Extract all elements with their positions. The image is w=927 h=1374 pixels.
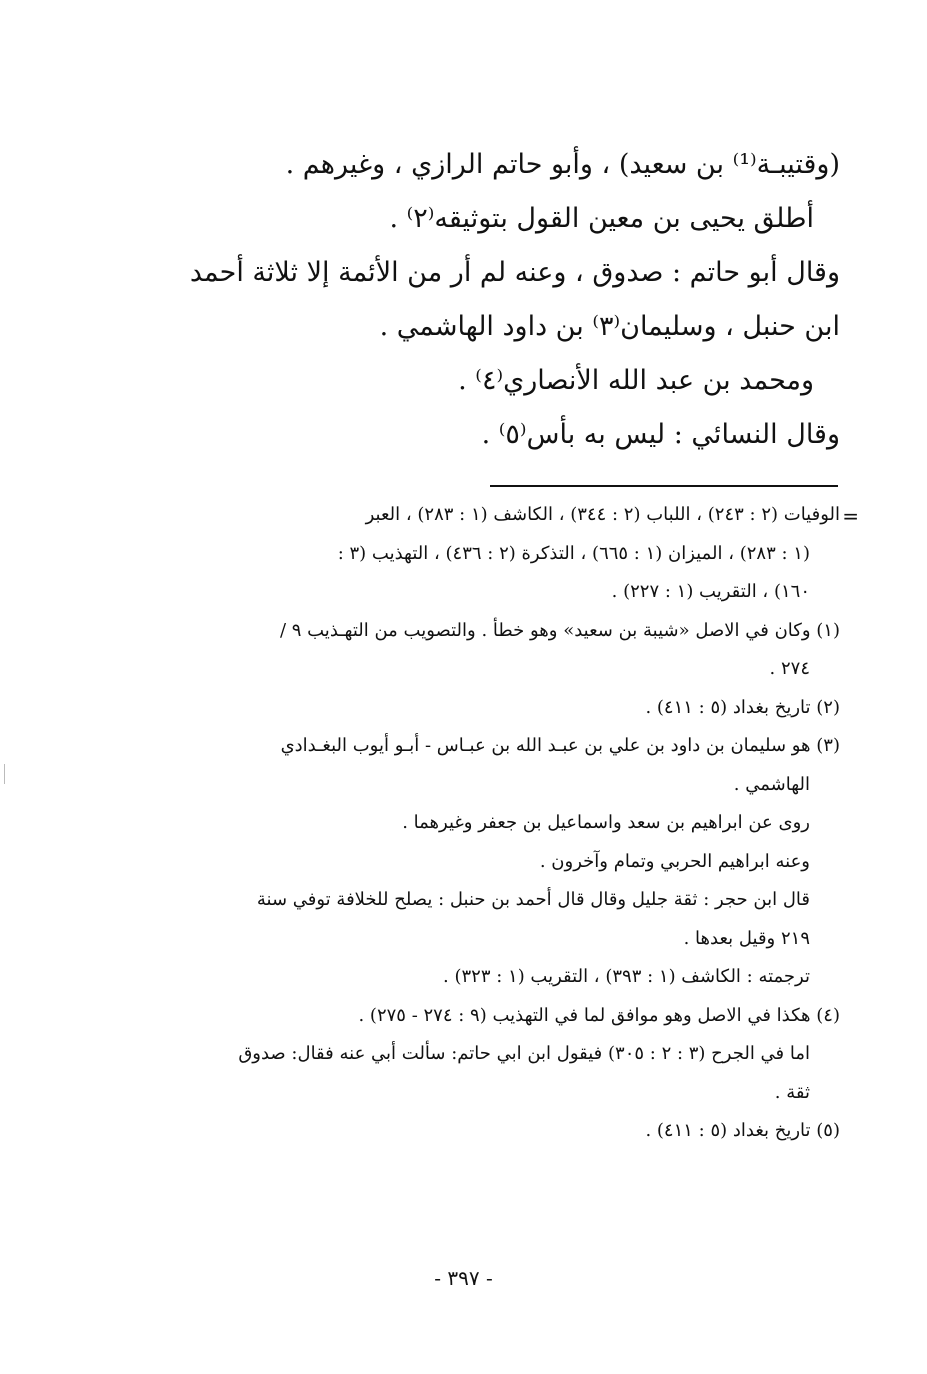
main-text-line: ومحمد بن عبد الله الأنصاري⁽٤⁾ . [458, 365, 814, 396]
footnote-line: (٤) هكذا في الاصل وهو موافق لما في التهذيب (٩ : ٢٧٤ - ٢٧٥) . [358, 1004, 840, 1026]
footnote-line: (١ : ٢٨٣) ، الميزان (١ : ٦٦٥) ، التذكرة (٢ : ٤٣٦) ، التهذيب (٣ : [337, 542, 810, 564]
footnote-line: قال ابن حجر : ثقة جليل وقال قال أحمد بن حنبل : يصلح للخلافة توفي سنة [256, 889, 810, 910]
footnote-separator [490, 485, 838, 487]
footnote-line: وعنه ابراهيم الحربي وتمام وآخرون . [539, 850, 810, 872]
main-text-line: أطلق يحيى بن معين القول بتوثيقه⁽٢⁾ . [389, 203, 814, 234]
footnote-line: اما في الجرح (٣ : ٢ : ٣٠٥) فيقول ابن ابي حاتم: سألت أبي عنه فقال: صدوق [238, 1043, 810, 1064]
footnote-line: (٣) هو سليمان بن داود بن علي بن عبـد الله بن عبـاس - أبـو أيوب البغـدادي [280, 735, 840, 756]
main-text [136, 138, 840, 462]
footnote-line: ٢١٩ وقيل بعدها . [683, 927, 810, 949]
footnote-line: الهاشمي . [733, 773, 810, 795]
scan-edge-mark [4, 764, 5, 784]
main-text-line: ابن حنبل ، وسليمان⁽٣⁾ بن داود الهاشمي . [379, 311, 840, 342]
footnote-line: (٢) تاريخ بغداد (٥ : ٤١١) . [645, 696, 840, 718]
footnote-line: ترجمته : الكاشف (١ : ٣٩٣) ، التقريب (١ : ٣٢٣) . [443, 966, 810, 987]
page-number: - ٣٩٧ - [434, 1266, 493, 1290]
main-text-line: (وقتيبـة⁽¹⁾ بن سعيد) ، وأبو حاتم الرازي ، وغيرهم . [285, 149, 840, 180]
footnote-line: (١) وكان في الاصل «شيبة بن سعيد» وهو خطأ . والتصويب من التهـذيب ٩ / [279, 619, 840, 641]
footnote-line: الوفيات (٢ : ٢٤٣) ، اللباب (٢ : ٣٤٤) ، الكاشف (١ : ٢٨٣) ، العبر [365, 504, 840, 525]
main-text-line: وقال أبو حاتم : صدوق ، وعنه لم أر من الأئمة إلا ثلاثة أحمد [189, 257, 840, 288]
footnote-line: ٢٧٤ . [769, 658, 810, 679]
main-text-line: وقال النسائي : ليس به بأس⁽٥⁾ . [481, 419, 840, 450]
footnotes [136, 496, 840, 1151]
continuation-marker: = [842, 504, 859, 528]
footnote-line: روى عن ابراهيم بن سعد واسماعيل بن جعفر وغيرهما . [402, 812, 810, 833]
footnote-line: ثقة . [774, 1081, 810, 1103]
footnote-line: (٥) تاريخ بغداد (٥ : ٤١١) . [645, 1120, 840, 1141]
footnote-line: ١٦٠) ، التقريب (١ : ٢٢٧) . [611, 581, 810, 602]
